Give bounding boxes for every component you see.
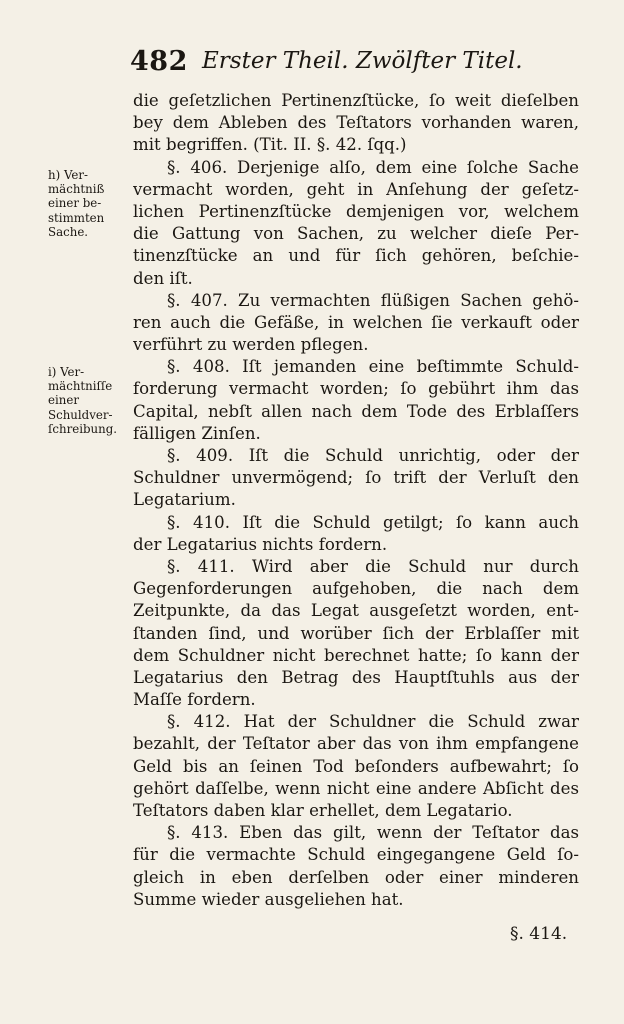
text-line: Capital, nebſt allen nach dem Tode des Erblaſſers	[133, 401, 579, 421]
margin-note-line: i) Ver-	[48, 365, 85, 379]
margin-note-line: ſchreibung.	[48, 421, 118, 436]
text-line: lichen Pertinenzſtücke demjenigen vor, welchem	[133, 201, 579, 221]
text-line: Summe wieder ausgeliehen hat.	[133, 889, 404, 909]
text-line: Gegenforderungen aufgehoben, die nach dem	[133, 579, 579, 599]
text-line: §. 409. Iſt die Schuld unrichtig, oder der	[167, 446, 579, 465]
text-line: Zeitpunkte, da das Legat ausgeſetzt worden, ent-	[133, 601, 579, 621]
margin-note-line: einer	[48, 393, 79, 408]
text-line: Legatarius den Betrag des Hauptſtuhls aus der	[133, 667, 579, 687]
text-line: Maſſe fordern.	[133, 690, 256, 710]
text-line: gleich in eben derſelben oder einer minderen	[133, 867, 579, 887]
text-line: die geſetzlichen Pertinenzſtücke, ſo weit dieſelben	[133, 91, 579, 110]
text-line: §. 407. Zu vermachten flüßigen Sachen gehö-	[167, 290, 579, 310]
page-header	[130, 44, 580, 84]
text-line: ren auch die Gefäße, in welchen ſie verkauft oder	[133, 312, 579, 332]
text-line: §. 413. Eben das gilt, wenn der Teſtator das	[167, 823, 579, 843]
margin-note-h	[48, 168, 132, 239]
margin-note-line: Sache.	[48, 224, 89, 239]
text-line: bezahlt, der Teſtator aber das von ihm empfangene	[133, 734, 579, 754]
text-line: gehört daſſelbe, wenn nicht eine andere Abſicht des	[133, 778, 579, 798]
text-line: Teſtators daben klar erhellet, dem Legatario.	[133, 801, 513, 820]
text-line: die Gattung von Sachen, zu welcher dieſe Per-	[133, 224, 579, 244]
text-line: der Legatarius nichts fordern.	[133, 534, 388, 554]
text-line: §. 408. Iſt jemanden eine beſtimmte Schuld-	[167, 357, 579, 377]
text-line: fälligen Zinſen.	[133, 423, 261, 443]
margin-note-line: mächtniß	[48, 182, 105, 197]
margin-note-line: einer be-	[48, 196, 102, 211]
text-line: §. 411. Wird aber die Schuld nur durch	[167, 556, 579, 576]
text-line: bey dem Ableben des Teſtators vorhanden waren,	[133, 113, 579, 133]
text-line: ſtanden ſind, und worüber ſich der Erblaſſer mit	[133, 623, 579, 643]
text-line: §. 406. Derjenige alſo, dem eine ſolche Sache	[167, 157, 579, 177]
text-line: für die vermachte Schuld eingegangene Geld ſo-	[133, 845, 579, 865]
text-line: Legatarium.	[133, 490, 236, 510]
text-line: tinenzſtücke an und für ſich gehören, beſchie-	[133, 246, 579, 266]
text-line: verführt zu werden pflegen.	[133, 335, 369, 355]
text-line: den iſt.	[133, 268, 193, 288]
body-text	[133, 90, 579, 911]
margin-note-line: h) Ver-	[48, 168, 88, 182]
text-line: mit begriffen. (Tit. II. §. 42. ſqq.)	[133, 135, 407, 155]
text-line: vermacht worden, geht in Anſehung der geſetz-	[133, 179, 579, 199]
page-number: 482	[130, 46, 188, 77]
margin-note-line: stimmten	[48, 210, 105, 225]
text-line: §. 412. Hat der Schuldner die Schuld zwar	[167, 712, 579, 732]
catchword: §. 414.	[510, 924, 568, 944]
text-line: Geld bis an ſeinen Tod beſonders aufbewahrt; ſo	[133, 756, 579, 776]
text-line: Schuldner unvermögend; ſo trift der Verluſt den	[133, 468, 579, 488]
text-line: forderung vermacht worden; ſo gebührt ihm das	[133, 379, 579, 399]
margin-note-line: mächtniſſe	[48, 379, 113, 394]
text-line: dem Schuldner nicht berechnet hatte; ſo kann der	[133, 645, 579, 665]
running-title: Erster Theil. Zwölfter Titel.	[202, 48, 523, 74]
margin-note-i	[48, 365, 132, 436]
margin-note-line: Schuldver-	[48, 407, 113, 422]
text-line: §. 410. Iſt die Schuld getilgt; ſo kann auch	[167, 512, 579, 532]
